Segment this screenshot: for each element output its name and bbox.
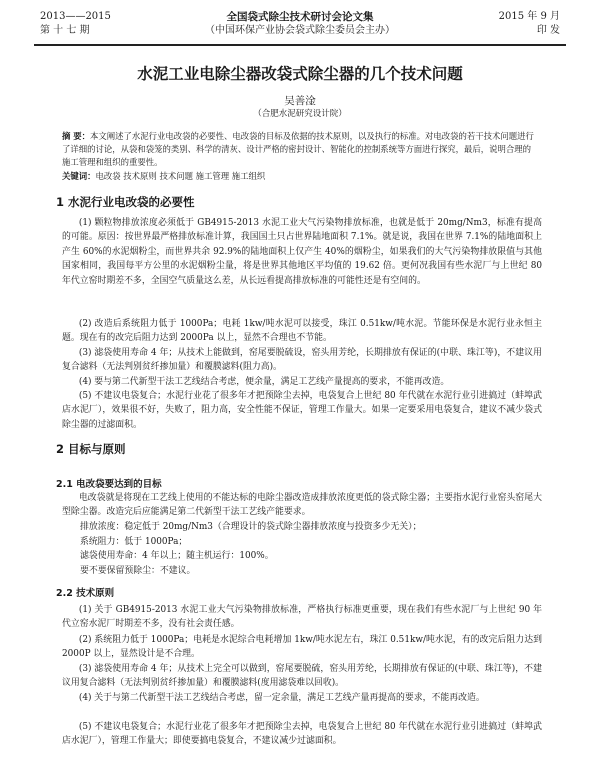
section-1-heading: 1 水泥行业电改袋的必要性 — [56, 195, 195, 209]
header-left — [40, 10, 120, 38]
header-journal-subtitle: （中国环保产业协会袋式除尘委员会主办） — [205, 25, 395, 36]
s21-line-resistance: 系统阻力：低于 1000Pa； — [80, 537, 188, 547]
header-year-range: 2013——2015 — [40, 11, 111, 22]
header-volume: 第 十 七 期 — [40, 25, 90, 36]
header-center — [160, 10, 440, 38]
s1-paragraph-4: (4) 要与第二代新型干法工艺线结合考虑，便余量，满足工艺线产量提高的要求，不能再改造。 — [78, 377, 450, 387]
header-date: 2015 年 9 月 — [498, 11, 560, 22]
keywords — [62, 170, 538, 183]
s22-paragraph-1: (1) 关于 GB4915-2013 水泥工业大气污染物排放标准，严格执行标准更重要，现在我们有些水泥厂与上世纪 90 年代立窑水泥厂时期差不多，没有社会责任感。 — [62, 605, 542, 630]
header-journal-title: 全国袋式除尘技术研讨会论文集 — [226, 11, 374, 23]
abstract-text: 本文阐述了水泥行业电改袋的必要性、电改袋的目标及依据的技术原则，以及执行的标准。对电改袋的若干技术问题进行了详细的讨论，从袋和袋笼的类别、科学的清灰、设计严格的密封设计、智能化的控制系统等方面进行探究，最后，说明合理的施工管理和组织的重要性。 — [62, 131, 534, 167]
header-printed: 印 发 — [536, 25, 560, 36]
s22-paragraph-5: (5) 不建议电袋复合；水泥行业花了很多年才把预除尘去掉，电袋复合上世纪 80 年代就在水泥行业引进搞过（蚌埠武店水泥厂），管理工作量大；即使要搞电袋复合，不建议减少过滤面积。 — [62, 722, 542, 747]
s21-paragraph-1: 电改袋就是将现在工艺线上使用的不能达标的电除尘器改造成排放浓度更低的袋式除尘器；主要指水泥行业窑头窑尾大型除尘器。改造完后应能满足第二代新型干法工艺线产能要求。 — [62, 493, 542, 518]
paper-title: 水泥工业电除尘器改袋式除尘器的几个技术问题 — [137, 65, 463, 83]
s21-line-precollector: 要不要保留预除尘：不建议。 — [80, 566, 196, 576]
s1-paragraph-5: (5) 不建议电袋复合；水泥行业花了很多年才把预除尘去掉，电袋复合上世纪 80 年代就在水泥行业引进搞过（蚌埠武店水泥厂），效果很不好，失败了，阻力高，安全性能不保证，管理工作量大。如果一定要采用电袋复合，建议不减少袋式除尘器的过滤面积。 — [62, 391, 542, 430]
s1-paragraph-2: (2) 改造后系统阻力低于 1000Pa；电耗 1kw/吨水泥可以接受，珠江 0.51kw/吨水泥。节能环保是水泥行业永恒主题。现在有的改完后阻力达到 2000Pa 以上，显然不合理也不节能。 — [62, 319, 542, 344]
s22-paragraph-3: (3) 滤袋使用寿命 4 年；从技术上完全可以做到，窑尾要脱硫，窑头用芳纶，长期排放有保证的(中联、珠江等)，不建议用复合滤料（无法判别贫纤掺加量）和覆膜滤料(度用滤袋难以回收)。 — [62, 664, 542, 689]
paper-affiliation: （合肥水泥研究设计院） — [253, 109, 347, 119]
s1-paragraph-1: (1) 颗粒物排放浓度必须低于 GB4915-2013 水泥工业大气污染物排放标准，也就是低于 20mg/Nm3，标准有提高的可能。原因：按世界最严格排放标准计算，我国国土只占世界陆地面积 7.1%。就是说，我国在世界 7.1%的陆地面积上产生 60%的水泥烟粉尘，而世界共余 92.9%的陆地面积上仅产生 40%的烟粉尘，如果我们的大气污染物排放限值与其他国家相同，我国每平方公里的水泥烟粉尘量，将是世界其他地区平均值的 19.62 倍。更何况我国有些水泥厂与上世纪 80 年代立窑时期差不多，全国空气质量这么差，从长远看提高排放标准的可能性还是有空间的。 — [62, 218, 542, 286]
section-2-2-heading: 2.2 技术原则 — [56, 588, 115, 599]
s21-line-emission: 排放浓度：稳定低于 20mg/Nm3（合理设计的袋式除尘器排放浓度与投资多少无关）； — [80, 522, 422, 532]
keywords-text: 电改袋 技术原则 技术问题 施工管理 施工组织 — [95, 171, 266, 181]
section-2-heading: 2 目标与原则 — [56, 442, 126, 456]
keywords-label: 关键词： — [62, 171, 96, 181]
abstract — [62, 130, 538, 169]
abstract-label: 摘 要： — [62, 131, 91, 141]
paper-author: 吴善淦 — [284, 95, 316, 107]
section-2-1-heading: 2.1 电改袋要达到的目标 — [56, 479, 162, 490]
s21-line-bag-life: 滤袋使用寿命：4 年以上；随主机运行：100%。 — [80, 551, 274, 561]
header-rule — [34, 44, 566, 46]
s22-paragraph-2: (2) 系统阻力低于 1000Pa；电耗是水泥综合电耗增加 1kw/吨水泥左右，珠江 0.51kw/吨水泥，有的改完后阻力达到 2000P 以上，显然设计是不合理。 — [62, 635, 542, 660]
s22-paragraph-4: (4) 关于与第二代新型干法工艺线结合考虑，留一定余量，满足工艺线产量再提高的要求，不能再改造。 — [78, 693, 485, 703]
s1-paragraph-3: (3) 滤袋使用寿命 4 年；从技术上能做到，窑尾要脱硫设，窑头用芳纶，长期排放有保证的(中联、珠江等)，不建议用复合滤料（无法判别贫纤掺加量）和覆膜滤料(阻力高)。 — [62, 348, 542, 373]
header-right — [470, 10, 560, 38]
